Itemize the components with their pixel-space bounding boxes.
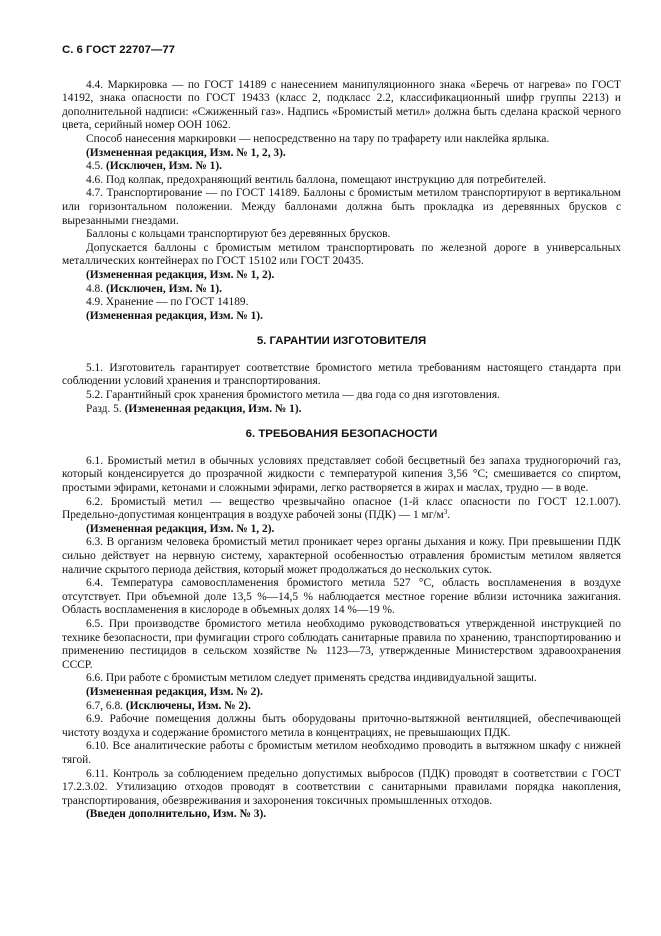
paragraph-4-4-method: Способ нанесения маркировки — непосредственно на тару по трафарету или наклейка ярлыка.: [86, 132, 550, 145]
paragraph-4-4: 4.4. Маркировка — по ГОСТ 14189 с нанесением манипуляционного знака «Беречь от нагрева» по ГОСТ 14192, знака опасности по ГОСТ 19433 (класс 2, подкласс 2.2, классификационный шифр группы 2213) и дополнительной надписи: «Сжиженный газ». Надпись «Бромистый метил» должна быть сделана краской черного цвета, серийный номер ООН 1062.: [62, 78, 621, 132]
paragraph-6-6: 6.6. При работе с бромистым метилом следует применять средства индивидуальной защиты.: [86, 672, 537, 685]
paragraph-6-1: 6.1. Бромистый метил в обычных условиях представляет собой бесцветный без запаха трудногорючий газ, который конденсируется до прозрачной жидкости с температурой кипения 3,56 °С; смешивается со спиртом, простыми эфирами, кетонами и сложными эфирами, легко растворяется в жирах и маслах, трудно — в воде.: [62, 454, 621, 495]
paragraph-6-10: 6.10. Все аналитические работы с бромистым метилом необходимо проводить в вытяжном шкафу с нижней тягой.: [62, 740, 621, 766]
paragraph-4-8: 4.8. (Исключен, Изм. № 1).: [86, 282, 222, 295]
paragraph-5-1: 5.1. Изготовитель гарантирует соответствие бромистого метила требованиям настоящего стандарта при соблюдении условий хранения и транспортирования.: [62, 361, 621, 388]
addition-note: (Введен дополнительно, Изм. № 3).: [86, 808, 267, 821]
paragraph-4-7: 4.7. Транспортирование — по ГОСТ 14189. Баллоны с бромистым метилом транспортируют в вертикальном или горизонтальном положении. Между баллонами должна быть прокладка из деревянных брусков с вырезанными гнездами.: [62, 187, 621, 227]
paragraph-6-7-6-8: 6.7, 6.8. (Исключены, Изм. № 2).: [86, 699, 251, 712]
paragraph-6-5: 6.5. При производстве бромистого метила необходимо руководствоваться утвержденной инструкцией по технике безопасности, при фумигации строго соблюдать санитарные правила по хранению, транспортированию и применению пестицидов в сельском хозяйстве № 1123—73, утвержденные Министерством здравоохранения СССР.: [62, 617, 621, 671]
excluded-note: (Исключен, Изм. № 1).: [105, 160, 222, 173]
paragraph-5-2: 5.2. Гарантийный срок хранения бромистого метила — два года со дня изготовления.: [86, 389, 500, 402]
paragraph-4-6: 4.6. Под колпак, предохраняющий вентиль баллона, помещают инструкцию для потребителей.: [86, 173, 547, 186]
paragraph-4-7-rings: Баллоны с кольцами транспортируют без деревянных брусков.: [86, 228, 391, 241]
paragraph-4-9: 4.9. Хранение — по ГОСТ 14189.: [86, 296, 249, 309]
paragraph-6-11: 6.11. Контроль за соблюдением предельно допустимых выбросов (ПДК) проводят в соответствии с ГОСТ 17.2.3.02. Утилизацию отходов проводят в соответствии с санитарными правилами порядка накопления, транспортирования, обезвреживания и захоронения токсичных промышленных отходов.: [62, 767, 621, 807]
paragraph-6-4: 6.4. Температура самовоспламенения бромистого метила 527 °С, область воспламенения в воздухе отсутствует. При объемной доле 13,5 %—14,5 % наблюдается местное горение вблизи источника зажигания. Область воспламенения в кислороде в объемных долях 14 %—19 %.: [62, 577, 621, 617]
edition-note: (Измененная редакция, Изм. № 2).: [86, 685, 263, 698]
edition-note: (Измененная редакция, Изм. № 1, 2).: [86, 522, 275, 535]
page-header: С. 6 ГОСТ 22707—77: [62, 44, 176, 56]
paragraph-4-7-rail: Допускается баллоны с бромистым метилом транспортировать по железной дороге в универсальных металлических контейнерах по ГОСТ 15102 или ГОСТ 20435.: [62, 241, 621, 268]
section-6-title: 6. ТРЕБОВАНИЯ БЕЗОПАСНОСТИ: [245, 428, 438, 441]
edition-note: (Измененная редакция, Изм. № 1, 2).: [86, 268, 275, 281]
paragraph-6-2: 6.2. Бромистый метил — вещество чрезвычайно опасное (1-й класс опасности по ГОСТ 12.1.007). Предельно-допустимая концентрация в воздухе рабочей зоны (ПДК) — 1 $мг/м^3$.: [62, 495, 621, 522]
paragraph-6-3: 6.3. В организм человека бромистый метил проникает через органы дыхания и кожу. При превышении ПДК сильно действует на нервную систему, характерной особенностью отравления бромистым метилом является наличие скрытого периода действия, который может продолжаться до нескольких суток.: [62, 536, 621, 576]
edition-note: (Измененная редакция, Изм. № 1, 2, 3).: [86, 146, 286, 159]
edition-note: (Измененная редакция, Изм. № 1).: [86, 309, 263, 322]
excluded-note: (Исключен, Изм. № 1).: [105, 282, 222, 295]
section-5-title: 5. ГАРАНТИИ ИЗГОТОВИТЕЛЯ: [256, 335, 427, 348]
section-5-edition: Разд. 5. (Измененная редакция, Изм. № 1).: [86, 402, 302, 415]
paragraph-4-5: 4.5. (Исключен, Изм. № 1).: [86, 160, 222, 173]
paragraph-6-9: 6.9. Рабочие помещения должны быть оборудованы приточно-вытяжной вентиляцией, обеспечивающей чистоту воздуха и содержание бромистого метила в концентрациях, не превышающих ПДК.: [62, 713, 621, 739]
